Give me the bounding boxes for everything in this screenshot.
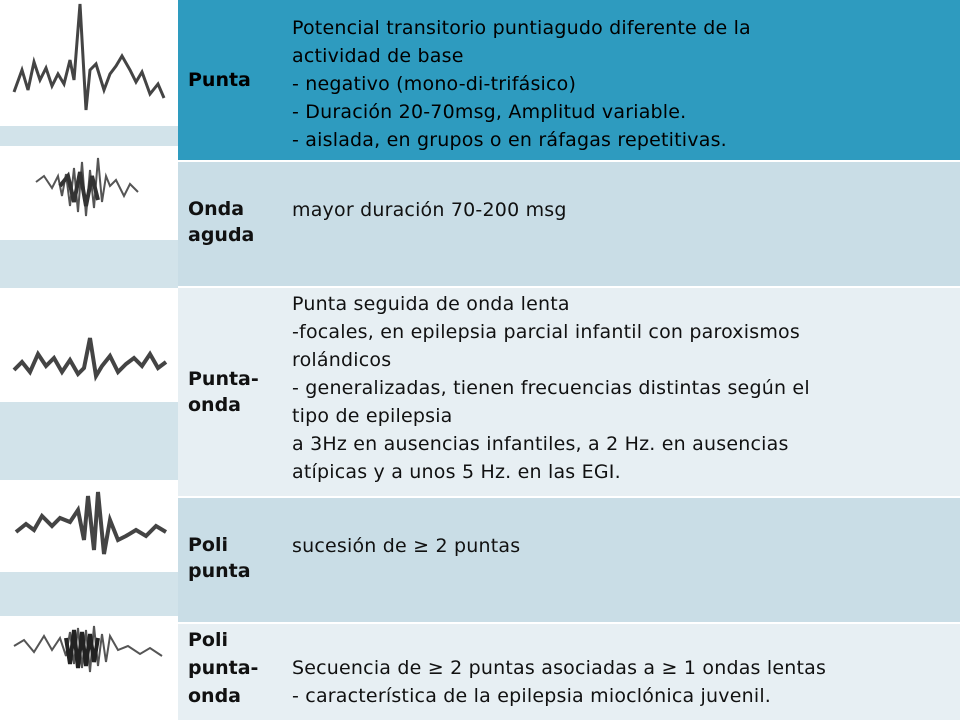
row-header: Onda aguda	[188, 198, 255, 246]
description-line: - aislada, en grupos o en ráfagas repetitivas.	[292, 129, 727, 151]
left-band	[0, 240, 178, 288]
eeg-patterns-table	[178, 0, 960, 720]
row-description	[280, 162, 960, 286]
description-line: tipo de epilepsia	[292, 405, 453, 427]
description-line: - Duración 20-70msg, Amplitud variable.	[292, 101, 687, 123]
description-line: -focales, en epilepsia parcial infantil con paroxismos	[292, 321, 800, 343]
description-line: Potencial transitorio puntiagudo diferente de la	[292, 17, 751, 39]
description-line: Secuencia de ≥ 2 puntas asociadas a ≥ 1 ondas lentas	[292, 657, 827, 679]
description-line: atípicas y a unos 5 Hz. en las EGI.	[292, 461, 621, 483]
description-line: rolándicos	[292, 349, 392, 371]
row-description	[280, 0, 960, 160]
description-line: - característica de la epilepsia mioclónica juvenil.	[292, 685, 772, 707]
row-description	[280, 288, 960, 496]
spike-waveform-icon	[0, 0, 178, 120]
table-row-poli-punta	[178, 498, 960, 622]
description-line: Punta seguida de onda lenta	[292, 293, 570, 315]
description-line: - generalizadas, tienen frecuencias distintas según el	[292, 377, 810, 399]
left-band	[0, 126, 178, 146]
row-description	[280, 624, 960, 720]
row-description	[280, 498, 960, 622]
polyspike-waveform-icon	[0, 480, 178, 572]
row-header: Poli punta- onda	[188, 629, 259, 707]
polyspike-wave-waveform-icon	[0, 616, 178, 706]
row-header: Punta	[188, 69, 251, 91]
description-line: actividad de base	[292, 45, 464, 67]
table-row-onda-aguda	[178, 162, 960, 286]
left-band	[0, 402, 178, 480]
table-row-poli-punta-onda	[178, 624, 960, 720]
table-row-punta	[178, 0, 960, 160]
row-header: Poli punta	[188, 534, 251, 582]
description-line: sucesión de ≥ 2 puntas	[292, 535, 521, 557]
description-line: a 3Hz en ausencias infantiles, a 2 Hz. en ausencias	[292, 433, 789, 455]
row-header: Punta- onda	[188, 368, 259, 416]
description-line: mayor duración 70-200 msg	[292, 199, 567, 221]
description-line: - negativo (mono-di-trifásico)	[292, 73, 577, 95]
sharp-wave-waveform-icon	[0, 146, 178, 240]
left-band	[0, 572, 178, 616]
eeg-waveform-column	[0, 0, 178, 720]
spike-wave-waveform-icon	[0, 322, 178, 402]
table-row-punta-onda	[178, 288, 960, 496]
